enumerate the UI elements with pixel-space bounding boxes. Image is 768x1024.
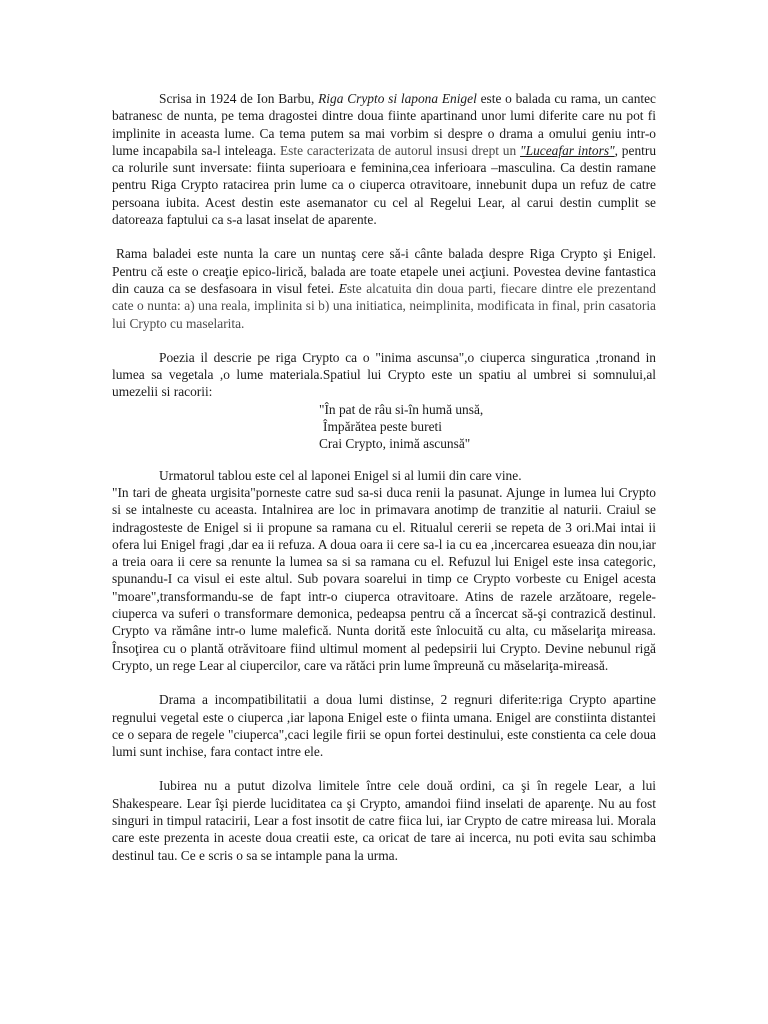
intro-text-2: este o balada cu rama, un cantec batranesc de nunta, pe tema dragostei dintre doua fiinte apartinand unor lumi diferite care nu pot fi implinite in aceasta lume. Ca tema putem sa mai vorbim si despre o drama a omului geniu intr-o lume incapabila sa-l inteleaga.: [112, 91, 656, 158]
luceafar-quote: "Luceafar intors": [520, 142, 615, 158]
paragraph-drama: Drama a incompatibilitatii a doua lumi distinse, 2 regnuri diferite:riga Crypto apartine regnului vegetal este o ciuperca ,iar lapona Enigel este o fiinta umana. Enigel are constiinta distantei ce o separa de regele "ciuperca",caci legile firii se opun fortei destinului, este constienta ca cele doua lumi sunt inchise, fara contact intre ele.: [112, 692, 656, 760]
verse-quote: [112, 401, 656, 453]
paragraph-encounter: "In tari de gheata urgisita"porneste catre sud sa-si duca renii la pasunat. Ajunge in lumea lui Crypto si se intalneste cu aceasta. Intalnirea are loc in primavara anotimp de tranzitie al naturii. Craiul se indragosteste de Enigel si ii propune sa ramana cu el. Ritualul cererii se repeta de 3 ori.Mai intai ii ofera lui Enigel fragi ,dar ea ii refuza. A doua oara ii cere sa-l ia cu ea ,incercarea esueaza din nou,iar a treia oara ii cere sa renunte la lumea sa si sa ramana cu el. Refuzul lui Enigel este insa categoric, spunandu-I ca visul ei este altul. Sub povara soarelui in timp ce Crypto vorbeste cu Enigel acesta "moare",transformandu-se de fapt intr-o ciuperca otravitoare. Atins de razele arzătoare, regele-ciuperca va suferi o transformare demonica, pedeapsa pentru că a încercat să-şi contrazică destinul. Crypto va rămâne intr-o lume malefică. Nunta dorită este înlocuită cu alta, cu măselariţa mireasa. Însoţirea cu o plantă otrăvitoare fiind ultimul moment al pedepsirii lui Crypto. Devine nebunul rigă Crypto, un rege Lear al ciupercilor, care va rătăci prin lume împreună cu măselariţa-mireasă.: [112, 484, 656, 673]
verse-line-1: "În pat de râu si-în humă unsă,: [319, 401, 484, 417]
intro-text-4: , pentru ca rolurile sunt inversate: fiinta superioara e feminina,cea inferioara –masculina. Ca destin ramane pentru Riga Crypto ratacirea prin lume ca o ciuperca otravitoare, innebunit dupa un refuz de catre persoana iubita. Acest destin este asemanator cu cel al Regelui Lear, al carui destin cumplit se datoreaza faptului ca s-a lasat inselat de aparente.: [112, 142, 657, 228]
paragraph-frame: [112, 245, 656, 331]
intro-text-3: Este caracterizata de autorul insusi drept un: [280, 142, 520, 158]
paragraph-crypto-description: Poezia il descrie pe riga Crypto ca o "inima ascunsa",o ciuperca singuratica ,tronand in lumea sa vegetala ,o lume materiala.Spatiul lui Crypto este un spatiu al umbrei si somnului,al umezelii si racorii:: [112, 349, 656, 400]
paragraph-gap: [112, 332, 656, 349]
paragraph-enigel-intro: Urmatorul tablou este cel al laponei Enigel si al lumii din care vine.: [159, 467, 522, 483]
frame-text-1: Rama baladei este nunta la care un nuntaş cere să-i cânte balada despre Riga Crypto şi Enigel. Pentru că este o creaţie epico-lirică, balada are toate etapele unei acţiuni. Povestea devine fantastica din cauza ca se desfasoara in visul fetei.: [112, 246, 656, 296]
verse-line-2: Împărătea peste bureti: [323, 419, 442, 435]
frame-italic-letter: E: [338, 280, 347, 296]
paragraph-gap: [112, 453, 656, 467]
paragraph-conclusion: Iubirea nu a putut dizolva limitele între cele două ordini, ca şi în regele Lear, a lui Shakespeare. Lear îşi pierde luciditatea ca şi Crypto, amandoi fiind inselati de aparenţe. Nu au fost singuri in timpul ratacirii, Lear a fost insotit de catre fiica lui, iar Crypto de catre mireasa lui. Morala care este prezenta in aceste doua creatii este, ca oricat de tare ai incerca, nu poti evita sau schimba destinul tau. Ce e scris o sa se intample pana la urma.: [112, 778, 656, 863]
poem-title: Riga Crypto si lapona Enigel: [318, 91, 477, 106]
paragraph-gap: [112, 228, 656, 245]
frame-text-2: ste alcatuita din doua parti, fiecare dintre ele prezentand cate o nunta: a) una reala, implinita si b) una initiatica, neimplinita, modificata in final, prin casatoria lui Crypto cu maselarita.: [112, 280, 656, 331]
paragraph-intro: [112, 90, 656, 228]
paragraph-gap: [112, 760, 656, 777]
intro-text-1: Scrisa in 1924 de Ion Barbu,: [159, 91, 319, 106]
verse-line-3: Crai Crypto, inimă ascunsă": [319, 436, 471, 452]
paragraph-gap: [112, 674, 656, 691]
document-page: [112, 90, 656, 864]
